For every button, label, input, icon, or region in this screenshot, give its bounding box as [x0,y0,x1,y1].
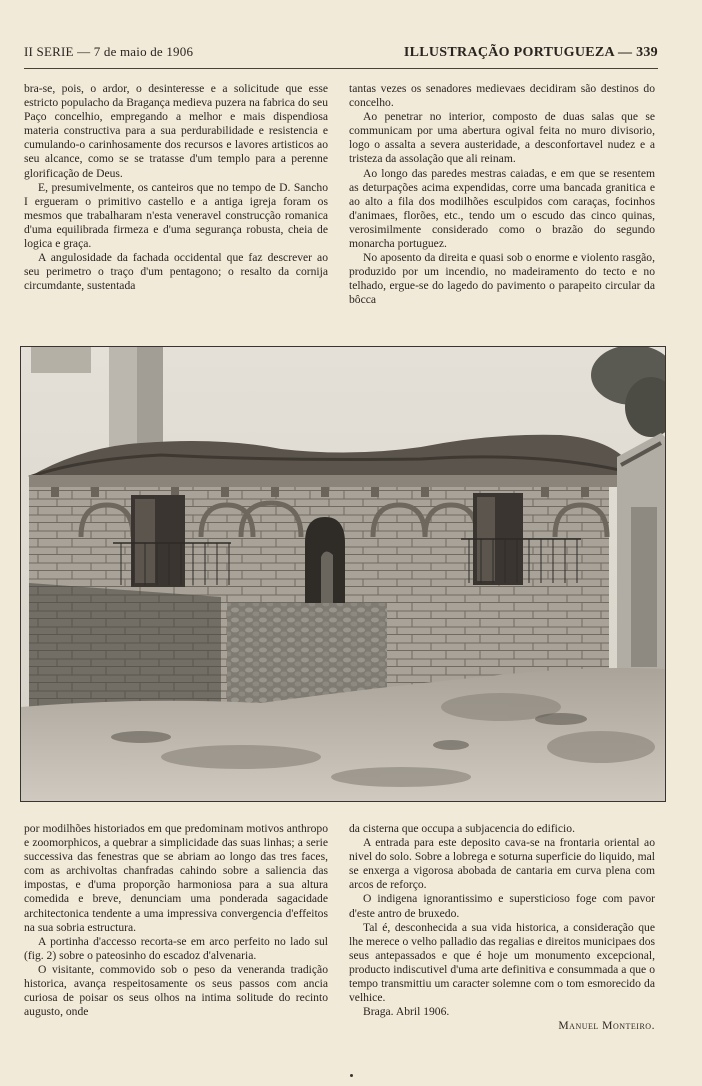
paragraph: O visitante, commovido sob o peso da veneranda tradição historica, avança respeitosamente os seus passos com ancia curiosa de poisar os seus olhos na intima solitude do recinto augusto, onde [24,962,328,1019]
paragraph: A entrada para este deposito cava-se na frontaria oriental ao nivel do solo. Sobre a lobrega e soturna superficie do liquido, mal se enxerga a vigorosa abobada de cantaria em curva plena com arcos de reforço. [349,836,655,892]
paragraph: O indigena ignorantissimo e supersticioso foge com pavor d'este antro de bruxedo. [349,892,655,920]
paragraph: Ao penetrar no interior, composto de duas salas que se communicam por uma abertura ogival feita no muro divisorio, logo o assalta a severa austeridade, a desconfortavel nudez e a tristeza da assolação que ali reinam. [349,110,655,166]
column-bottom-left [24,822,328,1019]
issue-date: II SERIE — 7 de maio de 1906 [24,44,194,59]
author-signature: Manuel Monteiro. [558,1019,655,1033]
paragraph: bra-se, pois, o ardor, o desinteresse e a solicitude que esse estricto populacho da Bragança medieva puzera na fabrica do seu Paço concelhio, empregando a melhor e mais dispendiosa materia constructiva para a sua perdurabilidade e resistencia e cumulando-o carinhosamente dos recursos e lavores artisticos ao seu alcance, como se se tratasse d'um templo para a perenne glorificação de Deus. [24,82,328,180]
header-rule [24,68,658,69]
paragraph: da cisterna que occupa a subjacencia do edificio. [349,822,575,835]
page-header [24,44,658,64]
building-photograph [20,346,666,802]
paragraph: Tal é, desconhecida a sua vida historica, a consideração que lhe merece o velho palladio das regalias e direitos municipaes dos seus antepassados e que é hoje um monumento excepcional, producto indiscutivel d'uma arte definitiva e consummada a que o tempo transmittiu um caracter solemne com o tom esmorecido da velhice. [349,920,655,1005]
journal-title-page-number: ILLUSTRAÇÃO PORTUGUEZA — 339 [403,45,658,60]
paragraph: Ao longo das paredes mestras caiadas, e em que se resentem as deturpações acima expendidas, corre uma bancada granitica e ao alto a fila dos modilhões esculpidos com caraças, focinhos d'animaes, florões, etc., tendo um o escudo das cinco quinas, verosimilmente considerado como o brazão do segundo monarcha portuguez. [349,166,655,251]
paragraph: No aposento da direita e quasi sob o enorme e violento rasgão, produzido por um incendio, no madeiramento do tecto e no telhado, ergue-se do lagedo do pavimento o parapeito circular da bôcca [349,251,655,307]
paragraph: A angulosidade da fachada occidental que faz descrever ao seu perimetro o traço d'um pentagono; o resalto da cornija circumdante, sustentada [24,251,328,293]
paragraph: tantas vezes os senadores medievaes decidiram são destinos do concelho. [349,82,655,110]
column-top-left [24,82,328,293]
paragraph: A portinha d'accesso recorta-se em arco perfeito no lado sul (fig. 2) sobre o pateosinho do escadoz d'alvenaria. [24,934,328,962]
paragraph: E, presumivelmente, os canteiros que no tempo de D. Sancho I ergueram o primitivo castello e a antiga igreja foram os mesmos que trabalharam n'esta veneravel construcção romanica d'uma equilibrada firmeza e d'uma segurança robusta, cheia de logica e graça. [24,180,328,251]
place-date: Braga. Abril 1906. [363,1005,450,1019]
column-top-right [349,82,655,308]
paragraph: por modilhões historiados em que predominam motivos anthropo e zoomorphicos, a quebrar a simplicidade das suas linhas; a serie successiva das fenestras que se abriam ao longo das tres faces, com as archivoltas chanfradas cahindo sobre a saliencia das impostas, e d'uma proporção harmoniosa para a sua altura comedida e breve, denunciam uma ponderada sagacidade architectonica tendente a uma impressiva convergencia d'effeitos na sua sobria estructura. [24,822,328,934]
page-dot [350,1074,353,1077]
column-bottom-right [349,822,655,1033]
